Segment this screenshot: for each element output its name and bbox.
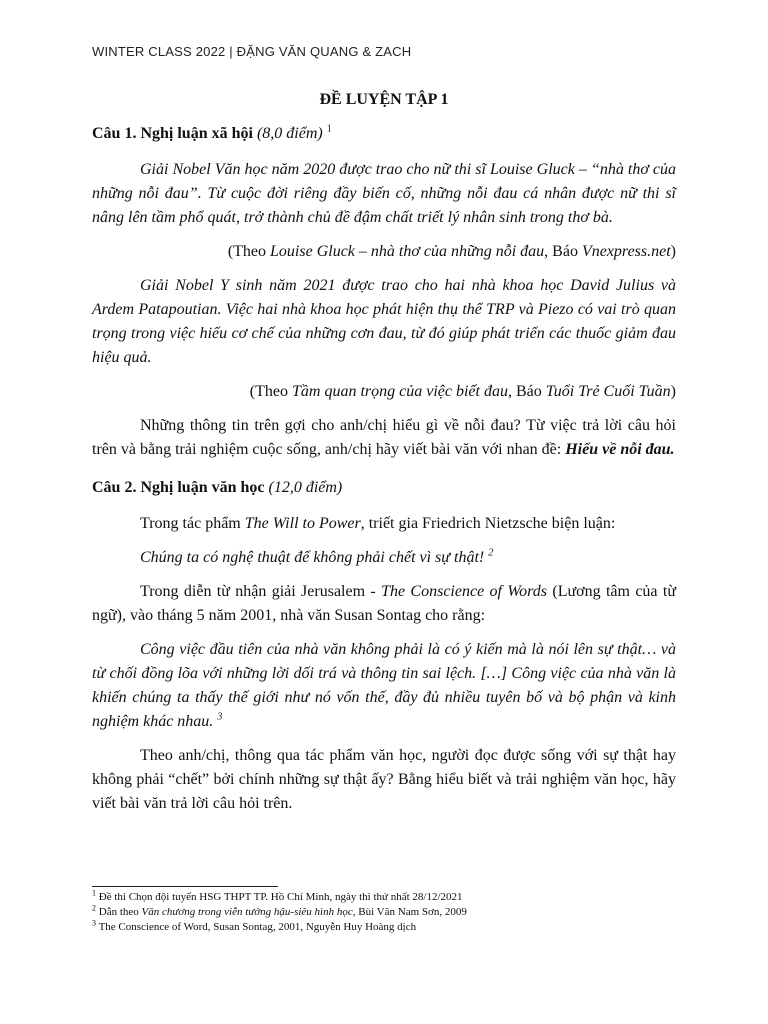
footnote-divider (92, 886, 278, 887)
source-2: (Theo Tầm quan trọng của việc biết đau, Báo Tuổi Trẻ Cuối Tuần) (249, 383, 676, 400)
source-1: (Theo Louise Gluck – nhà thơ của những nỗi đau, Báo Vnexpress.net) (227, 243, 676, 260)
footnote-3: $^3$ The Conscience of Word, Susan Sontag, 2001, Nguyễn Huy Hoàng dịch (92, 918, 417, 933)
question-1-label: Câu 1. Nghị luận xã hội (92, 125, 253, 142)
quote-nobel-literature: Giải Nobel Văn học năm 2020 được trao cho nữ thi sĩ Louise Gluck – “nhà thơ của những nỗi đau”. Từ cuộc đời riêng đầy biến cố, những nỗi đau cá nhân được nữ thi sĩ nâng lên tầm phổ quát, trở thành chủ đề đậm chất triết lý nhân sinh trong thơ bà. (92, 161, 676, 226)
question-2-prompt: Theo anh/chị, thông qua tác phẩm văn học, người đọc được sống với sự thật hay không phải “chết” bởi chính những sự thật ấy? Bằng hiểu biết và trải nghiệm văn học, hãy viết bài văn trả lời câu hỏi trên. (92, 747, 676, 812)
question-2-points: (12,0 điểm) (268, 479, 343, 496)
question-2-context: Trong diễn từ nhận giải Jerusalem - The Conscience of Words (Lương tâm của từ ngữ), vào tháng 5 năm 2001, nhà văn Susan Sontag cho rằng: (92, 583, 676, 624)
question-1-heading (92, 122, 676, 146)
quote-nietzsche: Chúng ta có nghệ thuật để không phải chết vì sự thật! $^2$ (140, 547, 494, 566)
page-title: ĐỀ LUYỆN TẬP 1 (319, 91, 449, 108)
footnotes (92, 886, 676, 935)
question-1-prompt: Những thông tin trên gợi cho anh/chị hiểu gì về nỗi đau? Từ việc trả lời câu hỏi trên và bằng trải nghiệm cuộc sống, anh/chị hãy viết bài văn với nhan đề: Hiểu về nỗi đau. (92, 417, 676, 458)
question-2-label: Câu 2. Nghị luận văn học (92, 479, 265, 496)
question-1-points: (8,0 điểm) (256, 125, 323, 142)
quote-nobel-medicine: Giải Nobel Y sinh năm 2021 được trao cho hai nhà khoa học David Julius và Ardem Patapoutian. Việc hai nhà khoa học phát hiện thụ thể TRP và Piezo có vai trò quan trọng trong việc hiểu cơ chế của những cơn đau, từ đó giúp phát triển các thuốc giảm đau hiệu quả. (92, 277, 676, 366)
footnote-2: $^2$ Dẫn theo Văn chương trong viễn tưởng hậu-siêu hình học, Bùi Văn Nam Sơn, 2009 (92, 903, 467, 918)
question-2-intro: Trong tác phẩm The Will to Power, triết gia Friedrich Nietzsche biện luận: (140, 515, 616, 532)
footnote-ref-2: 2 (488, 547, 494, 559)
question-2-heading (92, 476, 676, 500)
document-body (92, 88, 676, 826)
page-header: WINTER CLASS 2022 | ĐẶNG VĂN QUANG & ZACH (92, 44, 412, 59)
footnote-1: $^1$ Đề thi Chọn đội tuyển HSG THPT TP. Hồ Chí Minh, ngày thi thứ nhất 28/12/2021 (92, 888, 463, 903)
footnote-ref-3: 3 (217, 711, 223, 723)
quote-sontag: Công việc đầu tiên của nhà văn không phải là có ý kiến mà là nói lên sự thật… và từ chối đồng lõa với những lời dối trá và thông tin sai lệch. […] Công việc của nhà văn là khiến chúng ta thấy thế giới như nó vốn thế, đầy đủ nhiều tuyên bố và bộ phận và kinh nghiệm khác nhau. $^3$ (92, 641, 676, 730)
footnote-ref-1: 1 (326, 123, 332, 135)
